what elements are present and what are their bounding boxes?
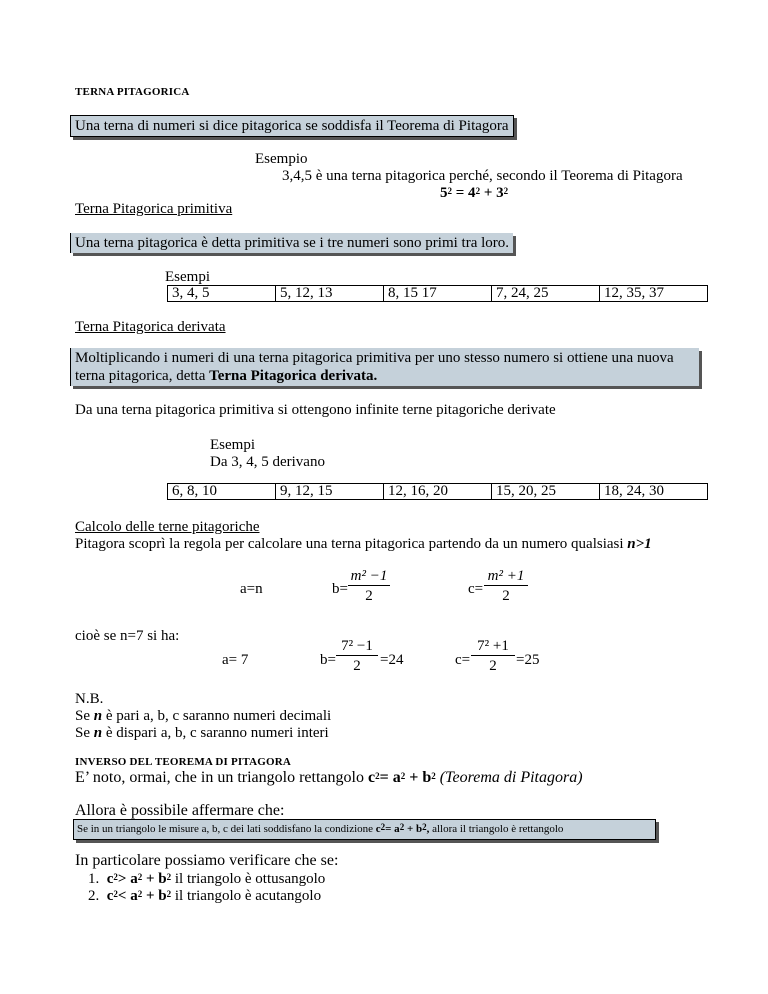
derivata-text: Da una terna pitagorica primitiva si ottengono infinite terne pitagoriche derivate	[75, 402, 556, 418]
fraction-denominator: 2	[365, 588, 373, 604]
calcolo-heading: Calcolo delle terne pitagoriche	[75, 519, 260, 535]
table-cell: 3, 4, 5	[168, 286, 276, 302]
nb-label: N.B.	[75, 691, 104, 707]
derivata-heading: Terna Pitagorica derivata	[75, 319, 226, 335]
primitiva-heading: Terna Pitagorica primitiva	[75, 201, 233, 217]
fraction-numerator: 7² +1	[477, 638, 509, 654]
formula-c-label: c=	[468, 581, 484, 597]
table-cell: 18, 24, 30	[600, 484, 708, 500]
table-cell: 8, 15 17	[384, 286, 492, 302]
example-c-fraction	[471, 638, 515, 675]
table-cell: 6, 8, 10	[168, 484, 276, 500]
fraction-numerator: m² +1	[487, 568, 525, 584]
example-a: a= 7	[222, 652, 249, 668]
inverso-title: INVERSO DEL TEOREMA DI PITAGORA	[75, 756, 292, 768]
inverso-box: Se in un triangolo le misure a, b, c dei lati soddisfano la condizione $c^2= a^2 + b^2$, allora il triangolo è rettangolo	[73, 819, 656, 840]
allora-text: Allora è possibile affermare che:	[75, 802, 285, 819]
derivata-examples-sub: Da 3, 4, 5 derivano	[210, 454, 325, 470]
fraction-numerator: m² −1	[350, 568, 388, 584]
list-item: 1. $c^2> a^2 + b^2$ il triangolo è ottusangolo	[88, 871, 326, 887]
table-cell: 12, 16, 20	[384, 484, 492, 500]
table-cell: 7, 24, 25	[492, 286, 600, 302]
primitiva-box: Una terna pitagorica è detta primitiva se i tre numeri sono primi tra loro.	[70, 233, 513, 253]
fraction-numerator: 7² −1	[341, 638, 373, 654]
derivata-box	[70, 348, 699, 386]
primitiva-examples-label: Esempi	[165, 269, 210, 285]
definition-box: Una terna di numeri si dice pitagorica se soddisfa il Teorema di Pitagora	[70, 115, 514, 137]
formula-a: a=n	[240, 581, 263, 597]
nb-line1: Se n è pari a, b, c saranno numeri decimali	[75, 708, 332, 724]
primitiva-table	[167, 285, 708, 302]
derivata-box-line1: Moltiplicando i numeri di una terna pitagorica primitiva per uno stesso numero si ottiene una nuova	[75, 350, 674, 366]
list-item: 2. $c^2< a^2 + b^2$ il triangolo è acutangolo	[88, 888, 322, 904]
fraction-denominator: 2	[489, 658, 497, 674]
inverso-line: E’ noto, ormai, che in un triangolo rettangolo $c^2= a^2 + b^2$ (Teorema di Pitagora)	[75, 769, 583, 786]
table-cell: 15, 20, 25	[492, 484, 600, 500]
example-b-label: b=	[320, 652, 336, 668]
table-cell: 5, 12, 13	[276, 286, 384, 302]
formula-b-fraction	[348, 568, 390, 605]
cioe-text: cioè se n=7 si ha:	[75, 628, 180, 644]
example-b-fraction	[336, 638, 378, 675]
esempio-text: 3,4,5 è una terna pitagorica perché, secondo il Teorema di Pitagora	[282, 168, 683, 184]
derivata-box-line2: terna pitagorica, detta Terna Pitagorica derivata.	[75, 368, 378, 384]
nb-line2: Se n è dispari a, b, c saranno numeri interi	[75, 725, 329, 741]
derivata-table	[167, 483, 708, 500]
example-c-result: =25	[516, 652, 540, 668]
fraction-denominator: 2	[502, 588, 510, 604]
esempio-label: Esempio	[255, 151, 308, 167]
particolare-text: In particolare possiamo verificare che se:	[75, 852, 339, 869]
example-b-result: =24	[380, 652, 404, 668]
page-title: TERNA PITAGORICA	[75, 86, 190, 98]
calcolo-text: Pitagora scoprì la regola per calcolare una terna pitagorica partendo da un numero qualsiasi n>1	[75, 536, 652, 552]
formula-b-label: b=	[332, 581, 348, 597]
table-cell: 9, 12, 15	[276, 484, 384, 500]
derivata-examples-label: Esempi	[210, 437, 255, 453]
example-c-label: c=	[455, 652, 471, 668]
fraction-denominator: 2	[353, 658, 361, 674]
table-cell: 12, 35, 37	[600, 286, 708, 302]
esempio-formula: $5^2 = 4^2 + 3^2$	[440, 185, 509, 201]
formula-c-fraction	[484, 568, 528, 605]
